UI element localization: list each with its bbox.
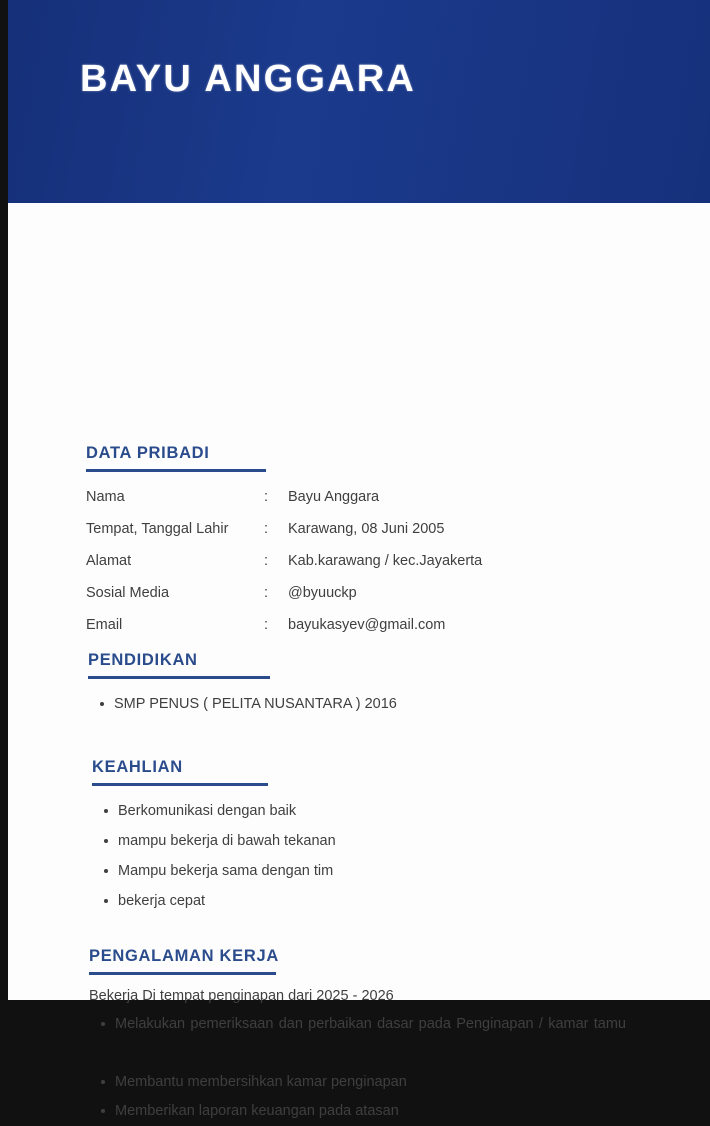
work-experience-list [89, 1010, 664, 1126]
section-work-experience [89, 946, 664, 1126]
personal-data-label: Tempat, Tanggal Lahir [86, 521, 229, 537]
section-personal-data [86, 443, 646, 648]
table-row [86, 520, 482, 552]
candidate-name: BAYU ANGGARA [80, 58, 417, 100]
skill-item-label: Berkomunikasi dengan baik [118, 803, 297, 819]
header-banner [8, 0, 710, 203]
skill-item-label: mampu bekerja di bawah tekanan [118, 833, 336, 849]
work-experience-lead: Bekerja Di tempat penginapan dari 2025 - 2026 [89, 988, 394, 1004]
personal-data-separator: : [264, 553, 269, 569]
personal-data-separator: : [264, 585, 269, 601]
work-experience-item-label: Melakukan pemeriksaan dan perbaikan dasar pada Penginapan / kamar tamu [115, 1016, 626, 1032]
personal-data-separator: : [264, 489, 269, 505]
list-item [118, 796, 652, 826]
education-list [88, 689, 648, 719]
personal-data-value: Kab.karawang / kec.Jayakerta [288, 553, 483, 569]
section-title-work-experience: PENGALAMAN KERJA [89, 947, 279, 965]
section-rule-education [88, 676, 270, 679]
personal-data-label: Alamat [86, 553, 132, 569]
table-row [86, 488, 482, 520]
section-rule-work-experience [89, 972, 276, 975]
table-row [86, 584, 482, 616]
personal-data-label: Nama [86, 489, 125, 505]
personal-data-value: Karawang, 08 Juni 2005 [288, 521, 445, 537]
personal-data-separator: : [264, 617, 269, 633]
education-item-label: SMP PENUS ( PELITA NUSANTARA ) 2016 [114, 696, 397, 712]
section-education [88, 650, 648, 719]
list-item [115, 1010, 664, 1068]
list-item [115, 1097, 664, 1126]
personal-data-label: Sosial Media [86, 585, 170, 601]
skills-list [92, 796, 652, 916]
table-row [86, 552, 482, 584]
personal-data-label: Email [86, 617, 123, 633]
personal-data-value: bayukasyev@gmail.com [288, 617, 446, 633]
list-item [114, 689, 648, 719]
list-item [118, 886, 652, 916]
section-title-skills: KEAHLIAN [92, 758, 183, 776]
skill-item-label: bekerja cepat [118, 893, 206, 909]
section-rule-skills [92, 783, 268, 786]
section-title-education: PENDIDIKAN [88, 651, 198, 669]
skill-item-label: Mampu bekerja sama dengan tim [118, 863, 334, 879]
personal-data-value: Bayu Anggara [288, 489, 380, 505]
cv-page [8, 0, 710, 1119]
section-rule-personal-data [86, 469, 266, 472]
personal-data-value: @byuuckp [288, 585, 357, 601]
section-skills [92, 757, 652, 916]
personal-data-separator: : [264, 521, 269, 537]
work-experience-item-label: Membantu membersihkan kamar penginapan [115, 1074, 407, 1090]
work-experience-item-label: Memberikan laporan keuangan pada atasan [115, 1103, 399, 1119]
section-title-personal-data: DATA PRIBADI [86, 444, 210, 462]
table-row [86, 616, 482, 648]
personal-data-table [86, 488, 482, 648]
list-item [118, 826, 652, 856]
list-item [115, 1068, 664, 1097]
list-item [118, 856, 652, 886]
